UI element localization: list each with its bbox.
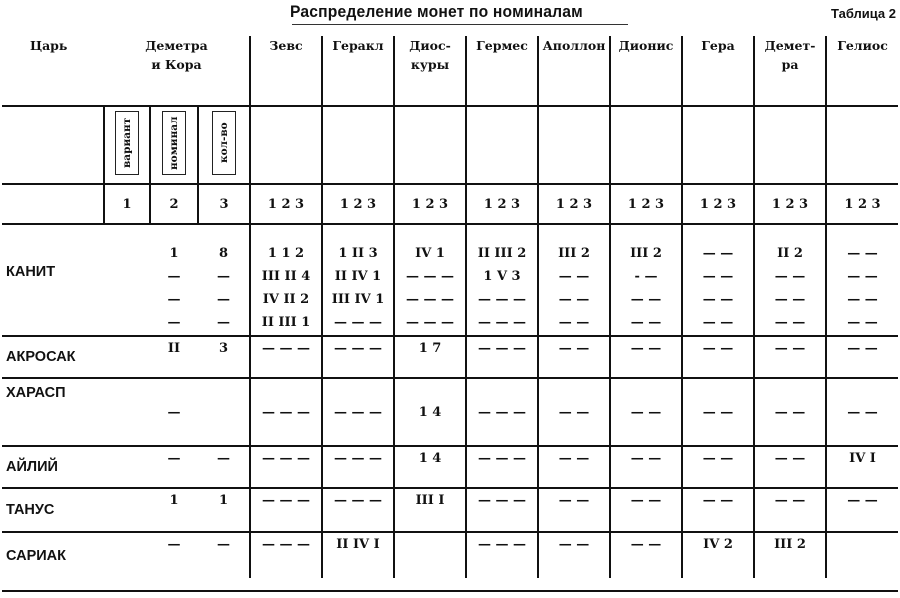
numbering-triple: 1 2 3 (682, 184, 754, 224)
header-row (2, 36, 898, 106)
subheader-nominal-cell (150, 106, 198, 184)
cell-dionysus: — — (610, 446, 682, 488)
cell-dioskouroi: III I (394, 488, 466, 532)
king-name: КАНИТ (6, 264, 56, 280)
spacer-cell (394, 224, 466, 242)
numbering-empty (2, 184, 104, 224)
cell-dionysus: — — (610, 378, 682, 446)
count-cell: — (217, 451, 230, 466)
cell-helios (826, 532, 898, 578)
numbering-triple: 1 2 3 (322, 184, 394, 224)
cell-hermes: — — — (466, 446, 538, 488)
numbering-1: 1 (104, 184, 150, 224)
variant-cell (104, 488, 150, 532)
spacer-row (2, 224, 898, 242)
col-apollo: Аполлон (538, 36, 610, 106)
cell-demeter: — — (754, 488, 826, 532)
row-ayliy (2, 446, 898, 488)
cell-demeter: — — (754, 378, 826, 446)
cell-herakles: — — — (322, 378, 394, 446)
subheader-blank (682, 106, 754, 184)
numbering-triple: 1 2 3 (826, 184, 898, 224)
spacer-cell (198, 224, 250, 242)
nominal-cell: — (167, 451, 181, 466)
subheader-blank (538, 106, 610, 184)
row-tanus (2, 488, 898, 532)
cell-hermes: — — — (466, 336, 538, 378)
cell-dioskouroi: 1 4 (394, 378, 466, 446)
cell-apollo: — — (538, 378, 610, 446)
numbering-triple: 1 2 3 (394, 184, 466, 224)
col-hermes: Гермес (466, 36, 538, 106)
nominal-cell: — (167, 404, 181, 420)
spacer-cell (826, 224, 898, 242)
numbering-triple: 1 2 3 (466, 184, 538, 224)
variant-cell (104, 336, 150, 378)
bottom-rule (2, 590, 898, 592)
nominal-cell: II (167, 341, 181, 356)
cell-helios: — — (826, 336, 898, 378)
cell-hermes: — — — (466, 488, 538, 532)
cell-demeter: III 2 (754, 532, 826, 578)
subheader-variant: вариант (115, 111, 139, 175)
cell-helios: — — (826, 488, 898, 532)
cell-hera: — — (682, 378, 754, 446)
col-dioskouroi: Диос- куры (394, 36, 466, 106)
cell-hera: IV 2 (682, 532, 754, 578)
variant-cell (104, 532, 150, 578)
cell-dionysus: III 2 - — — — — — (610, 242, 682, 336)
row-akrosak (2, 336, 898, 378)
cell-zeus: 1 1 2 III II 4 IV II 2 II III 1 (250, 242, 322, 336)
col-king: Царь (30, 38, 68, 53)
cell-dioskouroi: IV 1 — — — — — — — — — (394, 242, 466, 336)
cell-hera: — — (682, 336, 754, 378)
subheader-empty (2, 106, 104, 184)
cell-hera: — — (682, 488, 754, 532)
title-underline (292, 24, 628, 25)
subheader-blank (394, 106, 466, 184)
nominal-cell: 1 — — — (167, 246, 181, 330)
king-name: АКРОСАК (6, 349, 76, 365)
numbering-2: 2 (150, 184, 198, 224)
king-name: САРИАК (6, 547, 66, 564)
col-helios: Гелиос (826, 36, 898, 106)
data-rows (2, 224, 898, 578)
spacer-cell (754, 224, 826, 242)
cell-zeus: — — — (250, 488, 322, 532)
count-cell (198, 378, 250, 446)
cell-apollo: — — (538, 532, 610, 578)
col-dionysus: Дионис (610, 36, 682, 106)
cell-dionysus: — — (610, 336, 682, 378)
cell-demeter: — — (754, 336, 826, 378)
cell-dionysus: — — (610, 532, 682, 578)
spacer-cell (322, 224, 394, 242)
subheader-variant-cell (104, 106, 150, 184)
variant-cell (104, 378, 150, 446)
col-demeter: Демет- ра (754, 36, 826, 106)
cell-herakles: 1 II 3 II IV 1 III IV 1 — — — (322, 242, 394, 336)
cell-hera: — — (682, 446, 754, 488)
cell-dioskouroi: 1 4 (394, 446, 466, 488)
row-sariak (2, 532, 898, 578)
count-cell: — (217, 537, 230, 552)
count-cell: 3 (218, 341, 229, 356)
cell-hermes: II III 2 1 V 3 — — — — — — (466, 242, 538, 336)
cell-demeter: — — (754, 446, 826, 488)
cell-hermes: — — — (466, 532, 538, 578)
col-zeus: Зевс (250, 36, 322, 106)
cell-zeus: — — — (250, 378, 322, 446)
subheader-blank (466, 106, 538, 184)
cell-dioskouroi (394, 532, 466, 578)
cell-helios: IV I (826, 446, 898, 488)
numbering-triple: 1 2 3 (538, 184, 610, 224)
col-demeter-kore: Деметра и Кора (145, 38, 208, 72)
nominal-cell: 1 (169, 493, 179, 508)
numbering-triple: 1 2 3 (250, 184, 322, 224)
cell-apollo: — — (538, 446, 610, 488)
cell-herakles: — — — (322, 446, 394, 488)
row-kharasp (2, 378, 898, 446)
cell-apollo: — — (538, 488, 610, 532)
subheader-blank (754, 106, 826, 184)
king-name: ТАНУС (6, 502, 55, 518)
cell-dionysus: — — (610, 488, 682, 532)
variant-cell (104, 242, 150, 336)
variant-cell (104, 446, 150, 488)
table-title: Распределение монет по номиналам (290, 2, 583, 21)
cell-hermes: — — — (466, 378, 538, 446)
cell-apollo: — — (538, 336, 610, 378)
subheader-blank (322, 106, 394, 184)
spacer-cell (2, 224, 104, 242)
numbering-3: 3 (198, 184, 250, 224)
spacer-cell (150, 224, 198, 242)
subheader-count: кол-во (212, 111, 236, 175)
count-cell: 8 — — — (217, 246, 230, 330)
subheader-blank (610, 106, 682, 184)
nominal-cell: — (167, 537, 181, 552)
count-cell: 1 (218, 493, 229, 508)
numbering-triple: 1 2 3 (610, 184, 682, 224)
spacer-cell (538, 224, 610, 242)
cell-apollo: III 2 — — — — — — (538, 242, 610, 336)
spacer-cell (466, 224, 538, 242)
cell-herakles: — — — (322, 488, 394, 532)
cell-dioskouroi: 1 7 (394, 336, 466, 378)
king-name: ХАРАСП (6, 385, 66, 401)
spacer-cell (682, 224, 754, 242)
cell-helios: — — — — — — — — (826, 242, 898, 336)
cell-herakles: II IV I (322, 532, 394, 578)
numbering-row (2, 184, 898, 224)
cell-zeus: — — — (250, 336, 322, 378)
subheader-row (2, 106, 898, 184)
col-hera: Гера (682, 36, 754, 106)
subheader-nominal: номинал (162, 111, 186, 175)
cell-zeus: — — — (250, 532, 322, 578)
cell-herakles: — — — (322, 336, 394, 378)
subheader-count-cell (198, 106, 250, 184)
col-herakles: Геракл (322, 36, 394, 106)
cell-helios: — — (826, 378, 898, 446)
spacer-cell (610, 224, 682, 242)
spacer-cell (104, 224, 150, 242)
coin-distribution-table (2, 36, 898, 578)
cell-hera: — — — — — — — — (682, 242, 754, 336)
row-kanit (2, 242, 898, 336)
king-name: АЙЛИЙ (6, 459, 58, 475)
cell-demeter: II 2 — — — — — — (754, 242, 826, 336)
subheader-blank (250, 106, 322, 184)
cell-zeus: — — — (250, 446, 322, 488)
subheader-blank (826, 106, 898, 184)
spacer-cell (250, 224, 322, 242)
table-number: Таблица 2 (830, 6, 896, 21)
numbering-triple: 1 2 3 (754, 184, 826, 224)
